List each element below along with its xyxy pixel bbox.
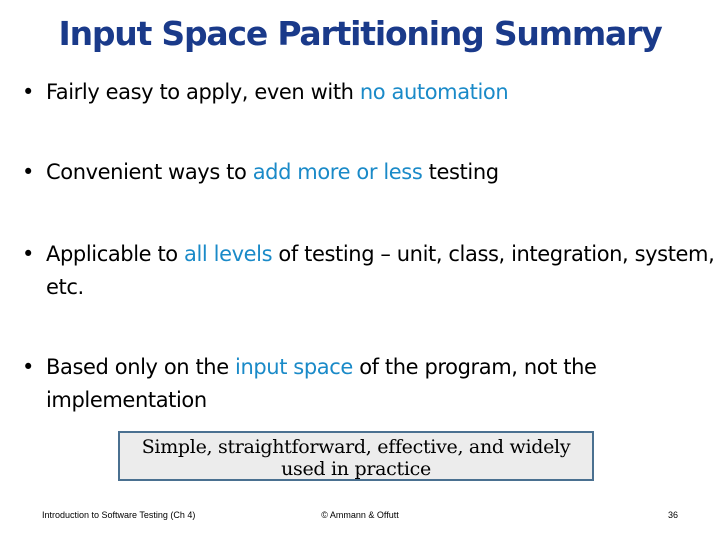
bullet-icon: •	[22, 160, 34, 184]
callout-line: used in practice	[281, 458, 431, 480]
footer-copyright: © Ammann & Offutt	[321, 510, 399, 520]
bullet-text: Based only on the	[46, 355, 236, 379]
bullet-item	[22, 156, 720, 189]
bullet-highlight: all levels	[184, 242, 273, 266]
footer-page-number: 36	[667, 510, 678, 520]
bullet-text: Convenient ways to	[46, 160, 253, 184]
bullet-icon: •	[22, 242, 34, 266]
bullet-item	[22, 76, 720, 109]
bullet-text: of the program, not the implementation	[46, 355, 597, 412]
bullet-icon: •	[22, 80, 34, 104]
bullet-text: Applicable to	[46, 242, 185, 266]
bullet-text: testing	[422, 160, 499, 184]
bullet-text: Fairly easy to apply, even with	[46, 80, 360, 104]
bullet-item	[22, 351, 720, 417]
bullet-highlight: input space	[235, 355, 353, 379]
summary-callout-box	[118, 431, 594, 481]
footer-course-title: Introduction to Software Testing (Ch 4)	[42, 510, 196, 520]
bullet-icon: •	[22, 355, 34, 379]
bullet-item	[22, 238, 720, 304]
bullet-highlight: add more or less	[252, 160, 423, 184]
slide-title: Input Space Partitioning Summary	[58, 14, 662, 53]
bullet-text: of testing – unit, class, integration, system, etc.	[46, 242, 715, 299]
bullet-highlight: no automation	[359, 80, 509, 104]
callout-line: Simple, straightforward, effective, and widely	[141, 436, 571, 458]
